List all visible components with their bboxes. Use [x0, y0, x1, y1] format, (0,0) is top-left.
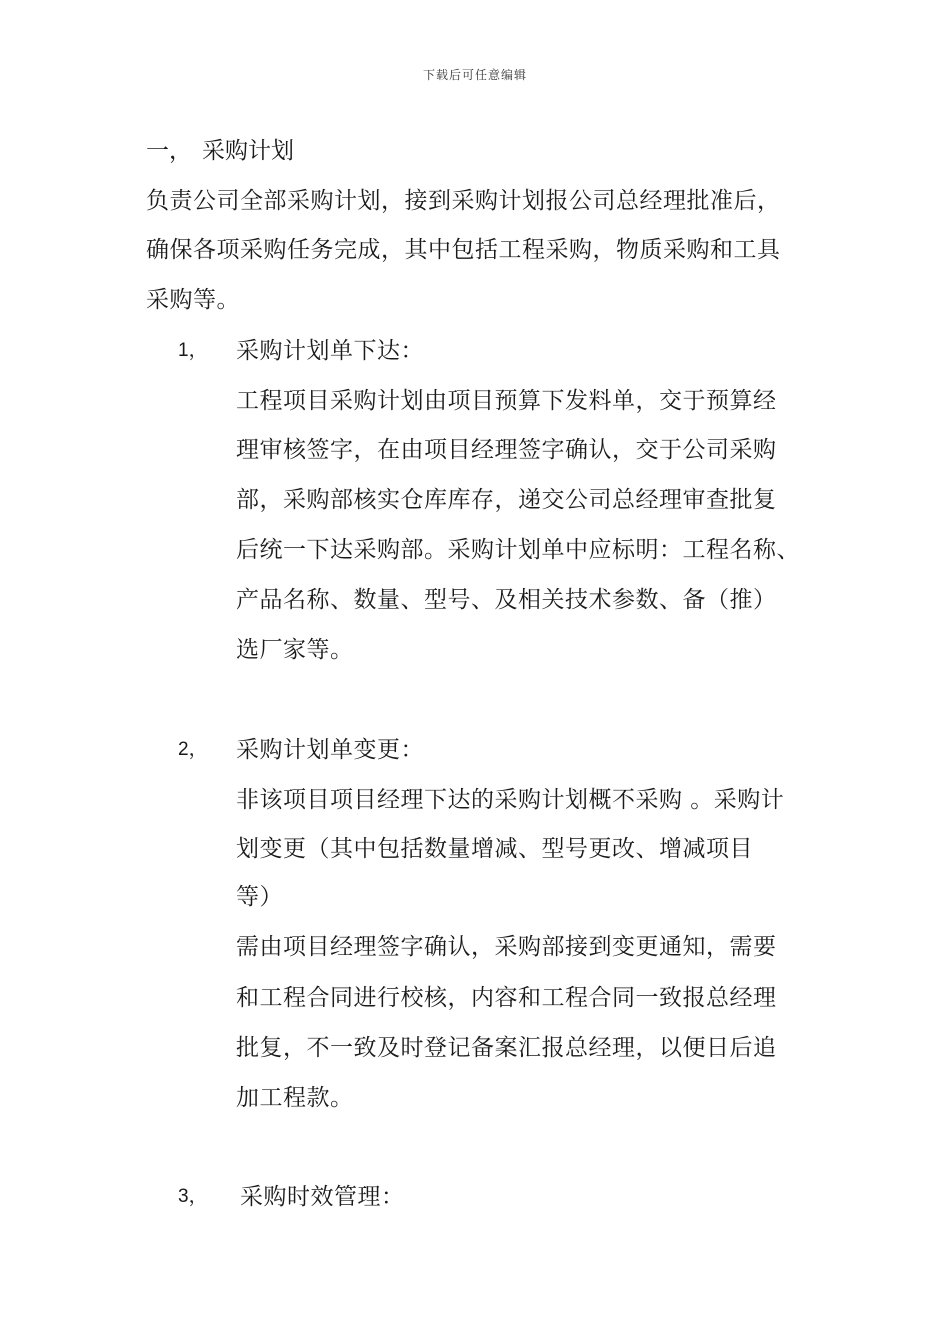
- section-title: 采购计划: [202, 138, 294, 164]
- intro-line: 采购等。: [146, 287, 240, 313]
- item-body-line: 划变更（其中包括数量增减、型号更改、增减项目: [236, 836, 753, 862]
- item-body-line: 非该项目项目经理下达的采购计划概不采购 。采购计: [236, 787, 785, 813]
- item-body-line: 批复，不一致及时登记备案汇报总经理，以便日后追: [236, 1035, 777, 1061]
- item-number: 2，: [178, 739, 208, 760]
- item-body-line: 工程项目采购计划由项目预算下发料单，交于预算经: [236, 388, 777, 414]
- item-body-line: 部，采购部核实仓库库存，递交公司总经理审查批复: [236, 487, 777, 513]
- item-number: 3，: [178, 1186, 208, 1207]
- intro-line: 负责公司全部采购计划，接到采购计划报公司总经理批准后，: [146, 188, 781, 214]
- section-number: 一，: [146, 138, 192, 164]
- item-body-line: 选厂家等。: [236, 637, 354, 663]
- item-body-line: 后统一下达采购部。采购计划单中应标明：工程名称、: [236, 537, 800, 563]
- item-body-line: 等）: [236, 884, 283, 910]
- item-number: 1，: [178, 340, 208, 361]
- item-body-line: 产品名称、数量、型号、及相关技术参数、备（推）: [236, 587, 777, 613]
- item-title: 采购计划单变更：: [236, 737, 424, 763]
- item-body-line: 理审核签字，在由项目经理签字确认，交于公司采购: [236, 437, 777, 463]
- item-body-line: 需由项目经理签字确认，采购部接到变更通知，需要: [236, 934, 777, 960]
- item-body-line: 和工程合同进行校核，内容和工程合同一致报总经理: [236, 985, 777, 1011]
- item-title: 采购时效管理：: [240, 1184, 405, 1210]
- header-note: 下载后可任意编辑: [422, 68, 527, 82]
- item-body-line: 加工程款。: [236, 1085, 354, 1111]
- intro-line: 确保各项采购任务完成，其中包括工程采购，物质采购和工具: [146, 237, 781, 263]
- item-title: 采购计划单下达：: [236, 338, 424, 364]
